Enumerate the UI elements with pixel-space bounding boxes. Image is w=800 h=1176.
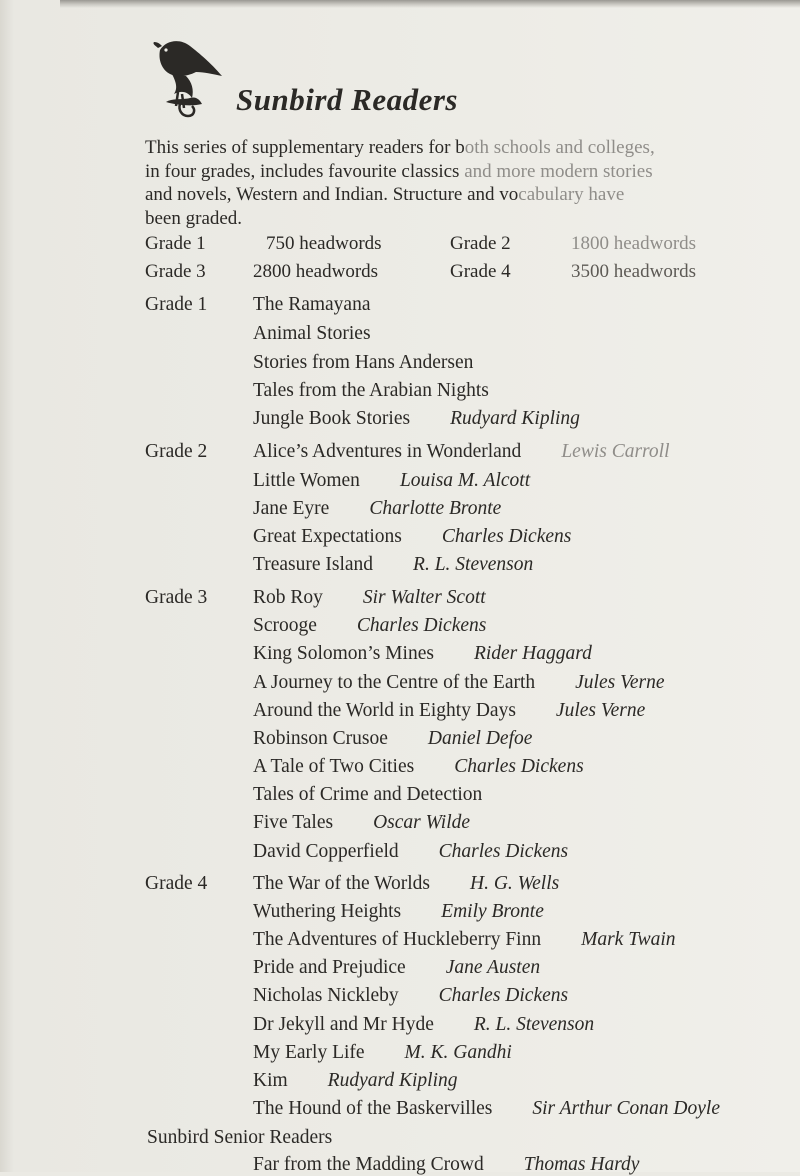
book-title: My Early Life xyxy=(253,1042,365,1063)
book-entry xyxy=(253,1042,512,1064)
headword-grade-label: Grade 3 xyxy=(145,261,206,282)
book-entry xyxy=(253,700,645,722)
book-author: Lewis Carroll xyxy=(561,441,670,462)
book-entry xyxy=(253,498,501,520)
book-entry xyxy=(253,323,371,345)
book-entry xyxy=(253,1098,800,1120)
book-author: Charles Dickens xyxy=(438,841,569,862)
book-title: Animal Stories xyxy=(253,323,371,344)
book-author: Mark Twain xyxy=(581,929,676,950)
book-author: H. G. Wells xyxy=(470,873,560,894)
grade-heading: Grade 1 xyxy=(145,294,208,315)
book-title: Tales from the Arabian Nights xyxy=(253,380,489,401)
grade-heading: Grade 4 xyxy=(145,873,208,894)
book-title: Stories from Hans Andersen xyxy=(253,352,474,373)
book-author: M. K. Gandhi xyxy=(404,1042,512,1063)
book-entry xyxy=(253,1014,594,1036)
sunbird-logo-icon xyxy=(152,36,226,122)
book-title: Tales of Crime and Detection xyxy=(253,784,483,805)
series-title: Sunbird Readers xyxy=(236,82,458,117)
book-author: Charles Dickens xyxy=(356,615,487,636)
book-title: Jane Eyre xyxy=(253,498,330,519)
book-title: A Tale of Two Cities xyxy=(253,756,415,777)
book-author: R. L. Stevenson xyxy=(473,1014,595,1035)
book-title: Wuthering Heights xyxy=(253,901,402,922)
book-entry xyxy=(253,470,530,492)
book-title: Kim xyxy=(253,1070,288,1091)
book-entry xyxy=(253,352,473,374)
book-author: Emily Bronte xyxy=(441,901,544,922)
book-title: Scrooge xyxy=(253,615,317,636)
book-entry xyxy=(253,672,664,694)
book-entry xyxy=(253,643,592,665)
headword-count: 2800 headwords xyxy=(253,261,379,282)
book-title: Jungle Book Stories xyxy=(253,408,411,429)
book-author: Rudyard Kipling xyxy=(450,408,580,429)
book-author: Charlotte Bronte xyxy=(369,498,502,519)
book-author: Sir Walter Scott xyxy=(362,587,486,608)
book-entry xyxy=(253,901,544,923)
book-title: Great Expectations xyxy=(253,526,402,547)
book-author: Sir Arthur Conan Doyle xyxy=(532,1098,720,1119)
headword-count: 3500 headwords xyxy=(571,261,697,282)
book-author: Oscar Wilde xyxy=(373,812,471,833)
book-title: Robinson Crusoe xyxy=(253,728,388,749)
book-author: Louisa M. Alcott xyxy=(399,470,531,491)
book-author: Charles Dickens xyxy=(441,526,572,547)
book-entry xyxy=(253,1070,458,1092)
book-title: The Hound of the Baskervilles xyxy=(253,1098,493,1119)
book-title: Far from the Madding Crowd xyxy=(253,1154,484,1175)
book-entry xyxy=(253,756,584,778)
book-title: Rob Roy xyxy=(253,587,323,608)
grade-heading: Grade 2 xyxy=(145,441,208,462)
book-entry xyxy=(253,812,470,834)
book-entry xyxy=(253,873,559,895)
book-entry xyxy=(253,929,676,951)
book-entry xyxy=(253,615,486,637)
book-title: A Journey to the Centre of the Earth xyxy=(253,672,536,693)
book-title: King Solomon’s Mines xyxy=(253,643,434,664)
book-entry xyxy=(253,441,670,463)
book-title: Little Women xyxy=(253,470,360,491)
senior-readers-heading: Sunbird Senior Readers xyxy=(147,1127,333,1148)
book-author: Thomas Hardy xyxy=(523,1154,640,1175)
intro-line: been graded. xyxy=(145,207,243,229)
book-title: Alice’s Adventures in Wonderland xyxy=(253,441,522,462)
headword-grade-label: Grade 1 xyxy=(145,233,206,254)
book-title: Dr Jekyll and Mr Hyde xyxy=(253,1014,434,1035)
book-title: Nicholas Nickleby xyxy=(253,985,399,1006)
book-entry xyxy=(253,587,486,609)
intro-line: and novels, Western and Indian. Structure and vocabulary have xyxy=(145,184,625,205)
headword-grade-label: Grade 4 xyxy=(450,261,511,282)
book-entry xyxy=(253,380,489,402)
book-author: Jules Verne xyxy=(555,700,646,721)
book-entry xyxy=(253,526,571,548)
book-entry xyxy=(253,728,532,750)
book-entry xyxy=(253,985,568,1007)
book-author: Daniel Defoe xyxy=(427,728,533,749)
intro-line: in four grades, includes favourite classics and more modern stories xyxy=(145,160,653,182)
book-entry xyxy=(253,554,533,576)
book-entry xyxy=(253,957,540,979)
book-entry xyxy=(253,294,371,316)
book-author: Jane Austen xyxy=(445,957,541,978)
book-author: R. L. Stevenson xyxy=(413,554,534,575)
book-entry xyxy=(253,1154,639,1176)
book-entry xyxy=(253,841,568,863)
book-author: Jules Verne xyxy=(575,672,665,693)
book-title: Treasure Island xyxy=(253,554,374,575)
book-title: The War of the Worlds xyxy=(253,873,431,894)
book-author: Charles Dickens xyxy=(438,985,569,1006)
grade-heading: Grade 3 xyxy=(145,587,208,608)
headword-count: 1800 headwords xyxy=(571,233,697,254)
book-title: The Adventures of Huckleberry Finn xyxy=(253,929,542,950)
book-title: Pride and Prejudice xyxy=(253,957,406,978)
headword-count: 750 headwords xyxy=(266,233,382,254)
book-author: Rider Haggard xyxy=(473,643,592,664)
book-title: David Copperfield xyxy=(253,841,399,862)
book-title: Around the World in Eighty Days xyxy=(253,700,516,721)
intro-paragraph xyxy=(145,136,800,230)
book-author: Rudyard Kipling xyxy=(327,1070,458,1091)
book-entry xyxy=(253,408,580,430)
book-author: Charles Dickens xyxy=(454,756,584,777)
book-title: Five Tales xyxy=(253,812,334,833)
book-entry xyxy=(253,784,482,806)
book-title: The Ramayana xyxy=(253,294,371,315)
intro-line: This series of supplementary readers for both schools and colleges, xyxy=(145,137,655,158)
headword-grade-label: Grade 2 xyxy=(450,233,511,254)
